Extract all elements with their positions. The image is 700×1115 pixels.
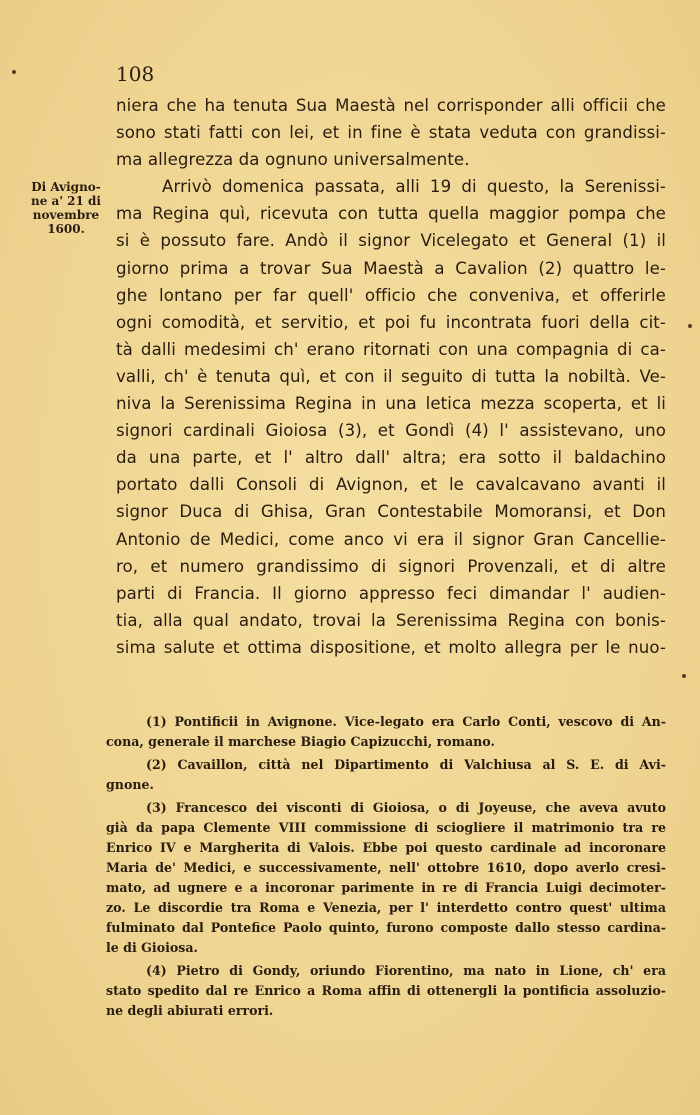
- text-line: ro, et numero grandissimo di signori Provenzali, et di altre: [116, 556, 666, 576]
- text-line: Arrivò domenica passata, alli 19 di questo, la Serenissi-: [162, 177, 666, 197]
- paper-speck: [682, 674, 686, 678]
- text-line: signori cardinali Gioiosa (3), et Gondì (4) l' assistevano, uno: [116, 421, 666, 441]
- paper-speck: [12, 70, 16, 74]
- text-line: da una parte, et l' altro dall' altra; era sotto il baldachino: [116, 448, 666, 468]
- text-line: ghe lontano per far quell' officio che conveniva, et offerirle: [116, 285, 666, 305]
- main-text: [116, 92, 666, 661]
- footnote-2: [106, 755, 666, 795]
- footnote-line: (2) Cavaillon, città nel Dipartimento di Valchiusa al S. E. di Avi-: [146, 757, 666, 772]
- text-line: ogni comodità, et servitio, et poi fu incontrata fuori della cit-: [116, 312, 666, 332]
- footnote-line: stato spedito dal re Enrico a Roma affin di ottenergli la pontificia assoluzio-: [106, 983, 666, 998]
- margin-note-line: novembre: [32, 208, 100, 222]
- text-line: niva la Serenissima Regina in una letica mezza scoperta, et li: [116, 394, 666, 414]
- text-line: valli, ch' è tenuta quì, et con il seguito di tutta la nobiltà. Ve-: [116, 366, 666, 386]
- text-line: sima salute et ottima dispositione, et molto allegra per le nuo-: [116, 637, 666, 657]
- text-line: sono stati fatti con lei, et in fine è stata veduta con grandissi-: [116, 123, 666, 143]
- text-line: parti di Francia. Il giorno appresso feci dimandar l' audien-: [116, 583, 666, 603]
- text-line: tà dalli medesimi ch' erano ritornati con una compagnia di ca-: [116, 339, 666, 359]
- margin-note: [20, 180, 112, 236]
- footnote-3: [106, 798, 666, 958]
- text-line: niera che ha tenuta Sua Maestà nel corrisponder alli officii che: [116, 96, 666, 115]
- footnote-1: [106, 712, 666, 752]
- footnote-line: (3) Francesco dei visconti di Gioiosa, o di Joyeuse, che aveva avuto: [146, 800, 666, 815]
- footnote-line: fulminato dal Pontefice Paolo quinto, furono composte dallo stesso cardina-: [106, 920, 666, 935]
- footnote-line: (4) Pietro di Gondy, oriundo Fiorentino, ma nato in Lione, ch' era: [146, 963, 666, 978]
- text-line: signor Duca di Ghisa, Gran Contestabile Momoransi, et Don: [116, 502, 666, 522]
- text-line: ma allegrezza da ognuno universalmente.: [116, 150, 470, 170]
- margin-note-line: ne a' 21 di: [31, 194, 101, 208]
- margin-note-line: 1600.: [47, 222, 85, 236]
- footnote-line: cona, generale il marchese Biagio Capizucchi, romano.: [106, 734, 495, 749]
- footnote-line: Enrico IV e Margherita di Valois. Ebbe poi questo cardinale ad incoronare: [106, 840, 666, 855]
- footnote-line: le di Gioiosa.: [106, 940, 198, 955]
- footnote-line: zo. Le discordie tra Roma e Venezia, per l' interdetto contro quest' ultima: [106, 900, 666, 915]
- text-line: Antonio de Medici, come anco vi era il signor Gran Cancellie-: [116, 529, 666, 549]
- text-line: portato dalli Consoli di Avignon, et le cavalcavano avanti il: [116, 475, 666, 495]
- footnote-line: ne degli abiurati errori.: [106, 1003, 274, 1018]
- text-line: tia, alla qual andato, trovai la Serenissima Regina con bonis-: [116, 610, 666, 630]
- footnotes: [106, 712, 666, 1024]
- footnote-4: [106, 961, 666, 1021]
- footnote-line: Maria de' Medici, e successivamente, nell' ottobre 1610, dopo averlo cresi-: [106, 860, 666, 875]
- margin-note-line: Di Avigno-: [31, 180, 101, 194]
- footnote-line: (1) Pontificii in Avignone. Vice-legato era Carlo Conti, vescovo di An-: [146, 714, 666, 729]
- footnote-line: mato, ad ugnere e a incoronar parimente in re di Francia Luigi decimoter-: [106, 880, 666, 895]
- paper-speck: [688, 324, 692, 328]
- text-line: ma Regina quì, ricevuta con tutta quella maggior pompa che: [116, 204, 666, 224]
- footnote-line: già da papa Clemente VIII commissione di sciogliere il matrimonio tra re: [106, 820, 666, 835]
- page-number: 108: [116, 62, 155, 86]
- footnote-line: gnone.: [106, 777, 154, 792]
- text-line: giorno prima a trovar Sua Maestà a Cavalion (2) quattro le-: [116, 258, 666, 278]
- text-line: si è possuto fare. Andò il signor Vicelegato et General (1) il: [116, 231, 666, 251]
